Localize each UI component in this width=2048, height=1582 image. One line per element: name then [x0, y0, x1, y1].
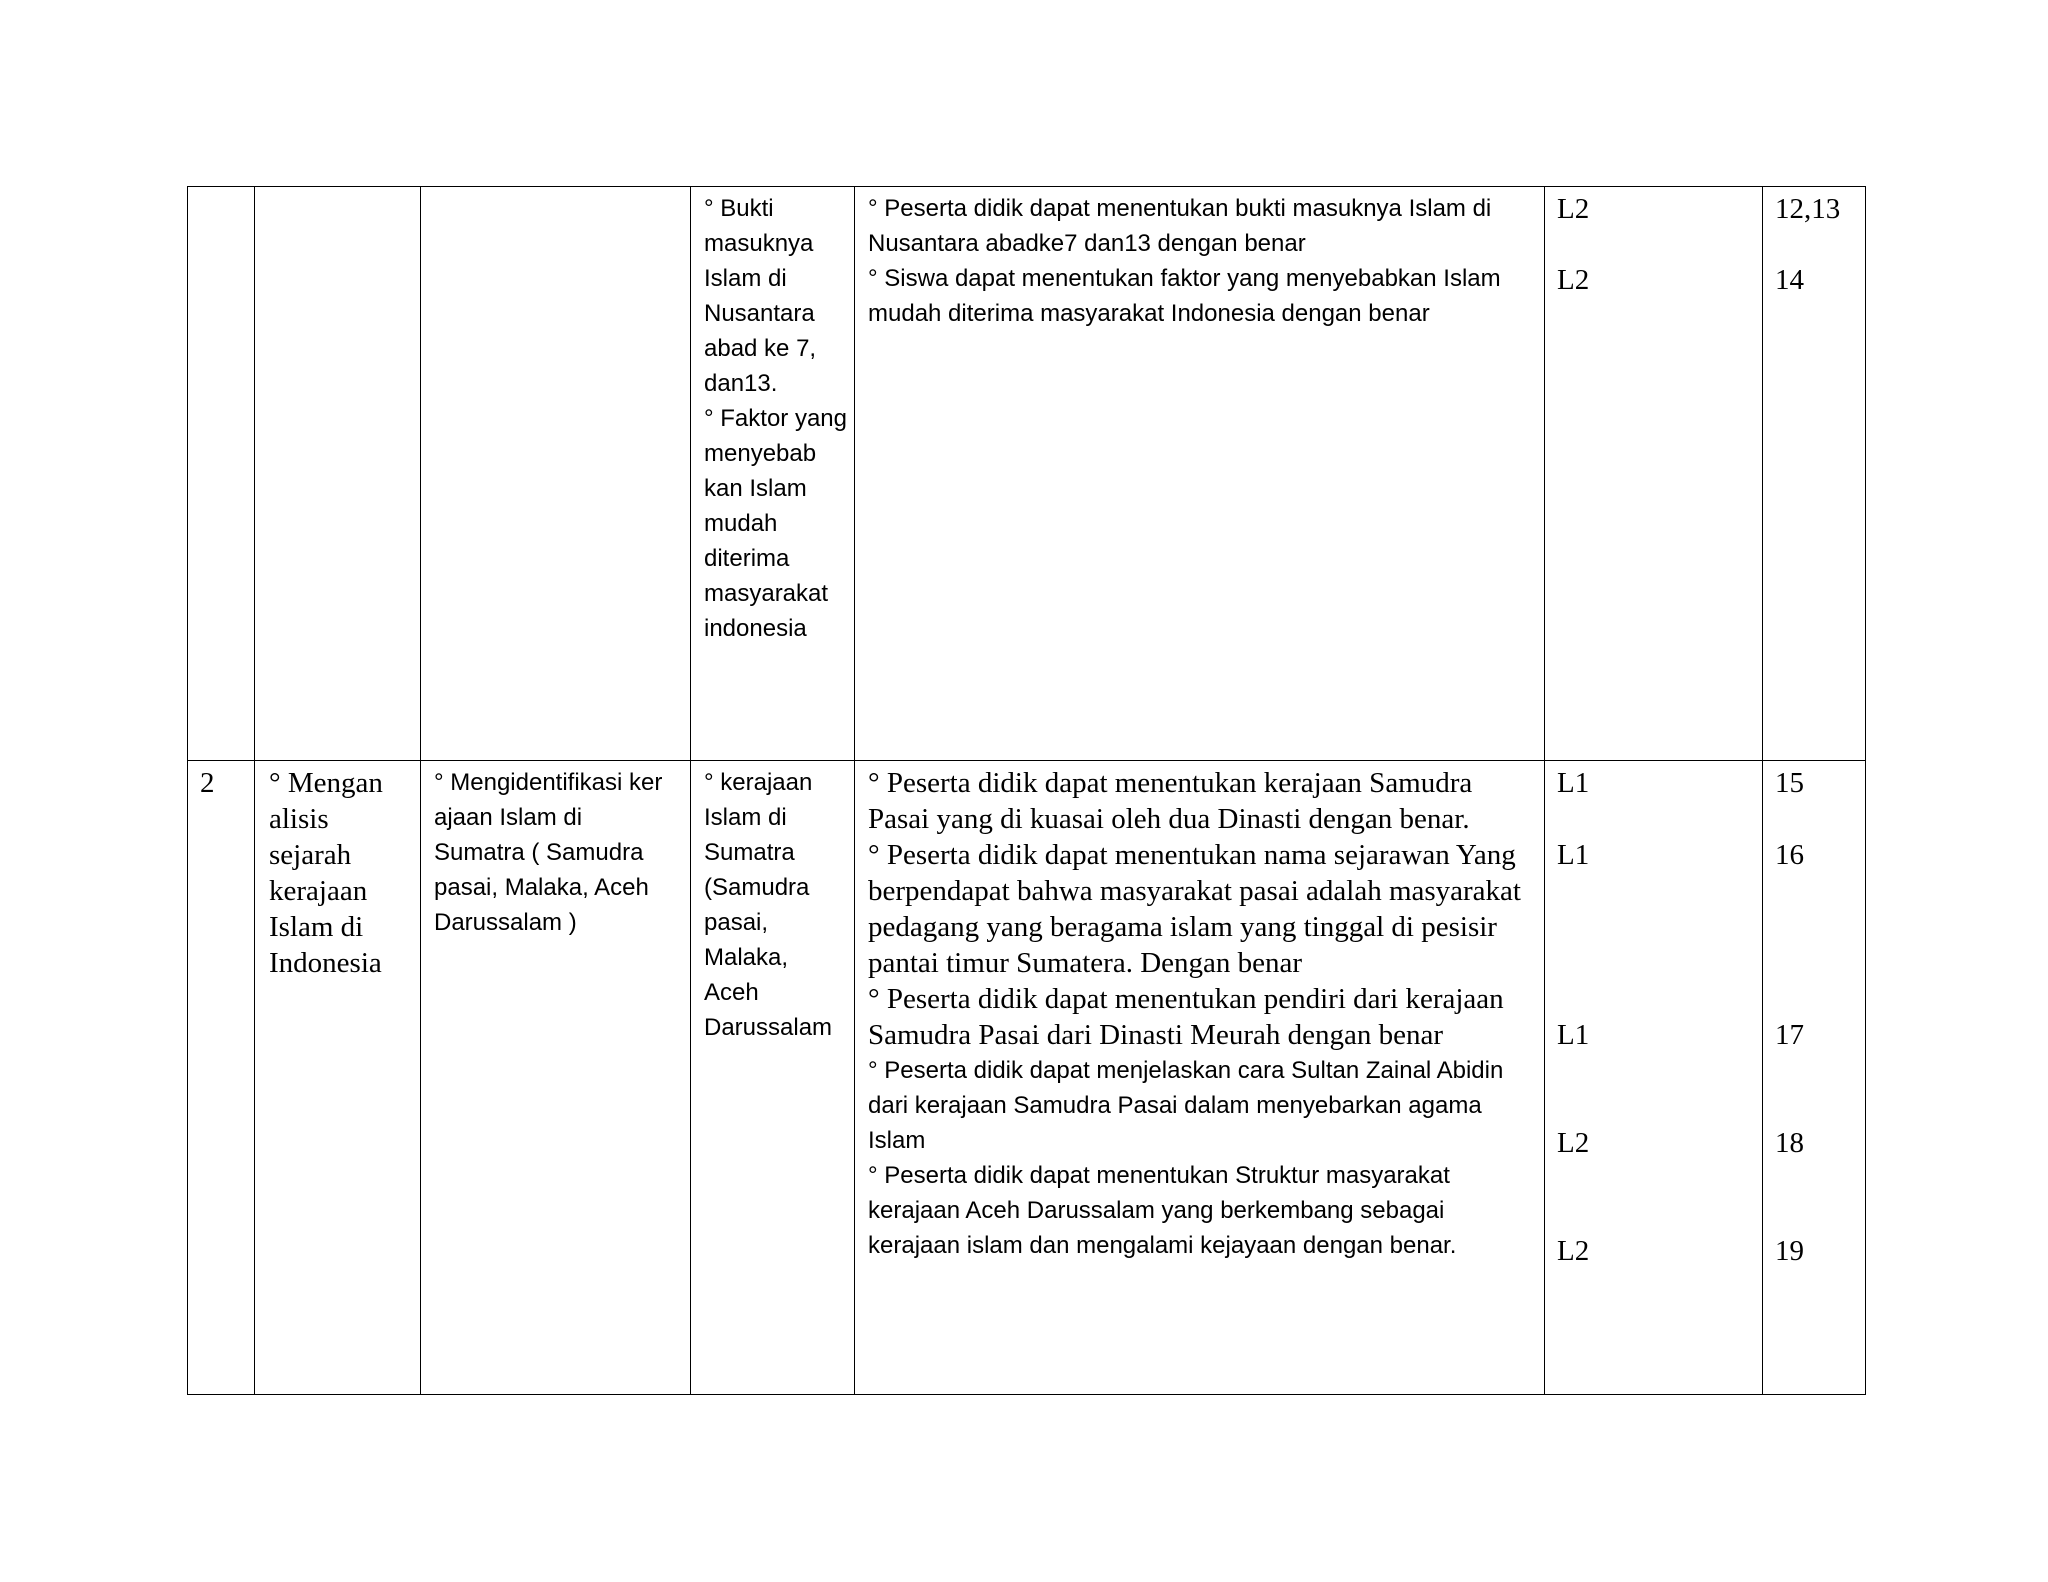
level-value: L2 [1557, 1127, 1590, 1159]
cell-indikator-pembelajaran [421, 187, 691, 761]
indikator-soal-item: ° Peserta didik dapat menentukan bukti masuknya Islam di Nusantara abadke7 dan13 dengan benar [868, 195, 1492, 257]
cell-level [1545, 187, 1763, 761]
indikator-soal-item: ° Peserta didik dapat menentukan pendiri dari kerajaan Samudra Pasai dari Dinasti Meurah dengan benar [868, 983, 1504, 1051]
level-value: L1 [1557, 767, 1590, 799]
nomor-soal-value: 17 [1775, 1019, 1804, 1051]
cell-kompetensi [255, 761, 421, 1395]
cell-no [188, 761, 255, 1395]
level-value: L2 [1557, 1235, 1590, 1267]
indikator-soal-item: ° Peserta didik dapat menentukan Struktur masyarakat kerajaan Aceh Darussalam yang berkembang sebagai kerajaan islam dan mengalami kejayaan dengan benar. [868, 1162, 1457, 1259]
level-value: L2 [1557, 193, 1590, 225]
level-value: L2 [1557, 264, 1590, 296]
nomor-soal-value: 12,13 [1775, 193, 1841, 225]
cell-level [1545, 761, 1763, 1395]
table-row [188, 761, 1866, 1395]
materi-text: ° Bukti masuknya Islam di Nusantara abad ke 7, dan13. ° Faktor yang menyebab kan Islam mudah diterima masyarakat indonesia [704, 195, 847, 642]
kisi-kisi-table [187, 186, 1866, 1395]
row-number: 2 [200, 767, 215, 799]
indikator-soal-item: ° Peserta didik dapat menjelaskan cara Sultan Zainal Abidin dari kerajaan Samudra Pasai dalam menyebarkan agama Islam [868, 1057, 1504, 1154]
indikator-soal-item: ° Peserta didik dapat menentukan kerajaan Samudra Pasai yang di kuasai oleh dua Dinasti dengan benar. [868, 767, 1473, 835]
indikator-pembelajaran-text: ° Mengidentifikasi ker ajaan Islam di Sumatra ( Samudra pasai, Malaka, Aceh Darussalam ) [434, 769, 663, 936]
indikator-soal-item: ° Siswa dapat menentukan faktor yang menyebabkan Islam mudah diterima masyarakat Indonesia dengan benar [868, 265, 1501, 327]
cell-indikator-soal [855, 187, 1545, 761]
cell-materi [691, 761, 855, 1395]
materi-text: ° kerajaan Islam di Sumatra (Samudra pasai, Malaka, Aceh Darussalam [704, 769, 833, 1041]
indikator-soal-item: ° Peserta didik dapat menentukan nama sejarawan Yang berpendapat bahwa masyarakat pasai adalah masyarakat pedagang yang beragama islam yang tinggal di pesisir pantai timur Sumatera. Dengan benar [868, 839, 1521, 979]
nomor-soal-value: 18 [1775, 1127, 1804, 1159]
table-row [188, 187, 1866, 761]
cell-nomor-soal [1763, 187, 1866, 761]
cell-indikator-pembelajaran [421, 761, 691, 1395]
cell-indikator-soal [855, 761, 1545, 1395]
kompetensi-text: ° Mengan alisis sejarah kerajaan Islam di Indonesia [269, 767, 383, 979]
cell-materi [691, 187, 855, 761]
cell-kompetensi [255, 187, 421, 761]
cell-nomor-soal [1763, 761, 1866, 1395]
nomor-soal-value: 19 [1775, 1235, 1804, 1267]
nomor-soal-value: 14 [1775, 264, 1804, 296]
cell-no [188, 187, 255, 761]
nomor-soal-value: 15 [1775, 767, 1804, 799]
nomor-soal-value: 16 [1775, 839, 1804, 871]
level-value: L1 [1557, 839, 1590, 871]
level-value: L1 [1557, 1019, 1590, 1051]
